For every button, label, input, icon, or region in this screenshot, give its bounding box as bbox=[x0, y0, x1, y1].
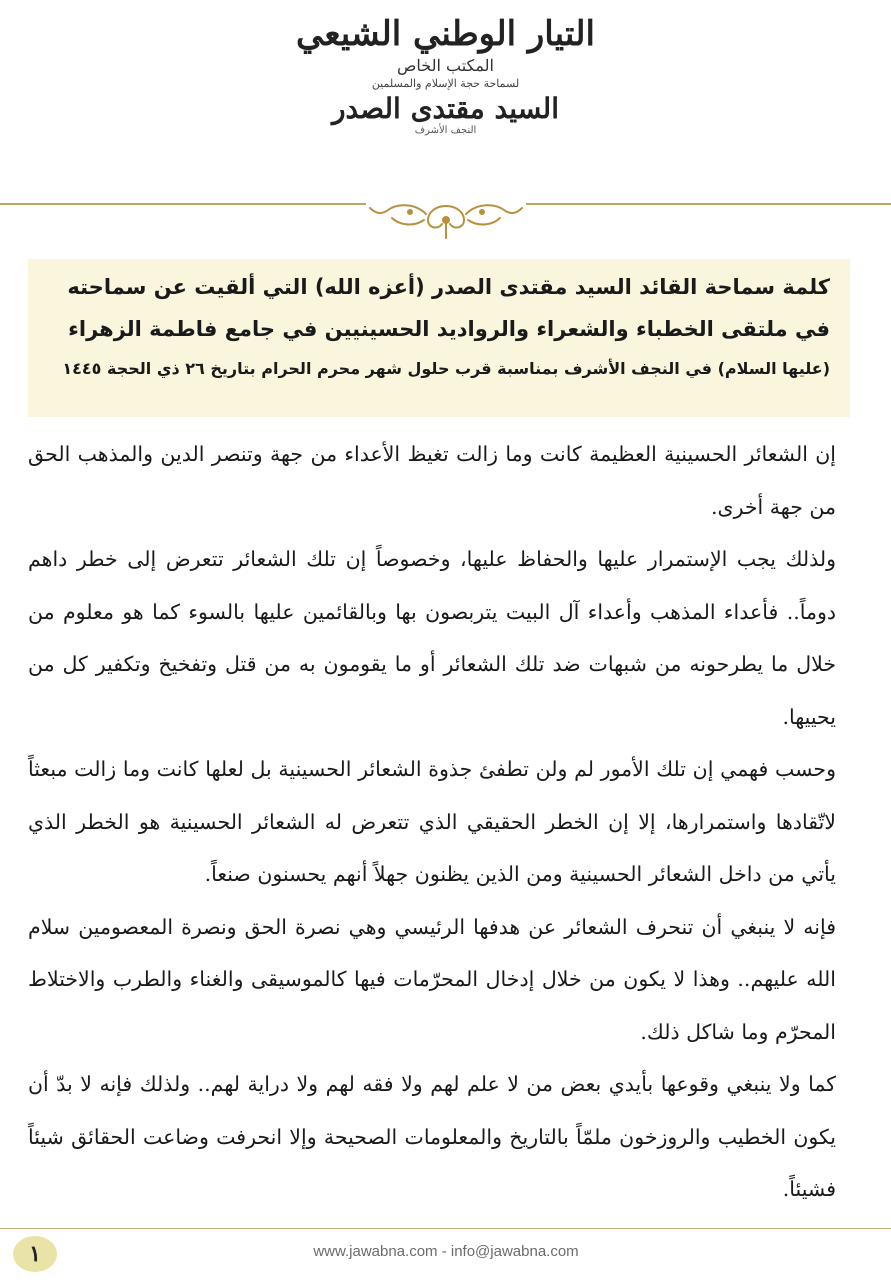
title-line-2: في ملتقى الخطباء والشعراء والرواديد الحسينيين في جامع فاطمة الزهراء bbox=[68, 317, 830, 341]
title-line-3: (عليها السلام) في النجف الأشرف بمناسبة قرب حلول شهر محرم الحرام بتاريخ ٢٦ ذي الحجة ١٤٤٥ bbox=[62, 359, 830, 378]
speech-title bbox=[44, 266, 830, 388]
paragraph-3: وحسب فهمي إن تلك الأمور لم ولن تطفئ جذوة الشعائر الحسينية بل لعلها كانت وما زالت مبعثاً لاتّقادها واستمرارها، إلا إن الخطر الحقيقي الذي تتعرض له الشعائر الحسينية هو الخطر الذي يأتي من داخل الشعائر الحسينية ومن الذين يظنون جهلاً أنهم يحسنون صنعاً. bbox=[28, 757, 836, 886]
footer-website-link[interactable]: www.jawabna.com - info@jawabna.com bbox=[313, 1243, 579, 1260]
paragraph-4: فإنه لا ينبغي أن تنحرف الشعائر عن هدفها الرئيسي وهي نصرة الحق ونصرة المعصومين سلام الله عليهم.. وهذا لا يكون من خلال إدخال المحرّمات فيها كالموسيقى والغناء والطرب والاختلاط المحرّم وما شاكل ذلك. bbox=[28, 914, 836, 1044]
title-line-1: كلمة سماحة القائد السيد مقتدى الصدر (أعزه الله) التي ألقيت عن سماحته bbox=[67, 275, 830, 299]
logo-name: السيد مقتدى الصدر bbox=[332, 92, 559, 125]
logo-city: النجف الأشرف bbox=[414, 125, 477, 136]
letterhead-logo bbox=[0, 8, 891, 136]
letterhead bbox=[0, 0, 891, 205]
paragraph-1: إن الشعائر الحسينية العظيمة كانت وما زالت تغيظ الأعداء من جهة وتنصر الدين والمذهب الحق من جهة أخرى. bbox=[28, 442, 836, 519]
logo-office: المكتب الخاص bbox=[397, 56, 494, 75]
footer-divider bbox=[0, 1228, 891, 1229]
page-number: ١ bbox=[13, 1236, 57, 1272]
speech-body bbox=[28, 428, 836, 1216]
paragraph-5: كما ولا ينبغي وقوعها بأيدي بعض من لا علم لهم ولا فقه لهم ولا دراية لهم.. ولذلك فإنه لا بدّ أن يكون الخطيب والروزخون ملمّاً بالتاريخ والمعلومات الصحيحة وإلا انحرفت وضاعت الحقائق شيئاً فشيئاً. bbox=[28, 1072, 836, 1201]
logo-for: لسماحة حجة الإسلام والمسلمين bbox=[371, 77, 520, 90]
logo-title: التيار الوطني الشيعي bbox=[296, 14, 595, 54]
paragraph-2: ولذلك يجب الإستمرار عليها والحفاظ عليها، وخصوصاً إن تلك الشعائر تتعرض إلى خطر داهم دوماً.. فأعداء المذهب وأعداء آل البيت يتربصون بها وبالقائمين عليها بالسوء كما هو معلوم من خلال ما يطرحونه من شبهات ضد تلك الشعائر أو ما يقومون به من قتل وتفخيخ وتكفير كل من يحييها. bbox=[28, 547, 836, 729]
ornament-icon bbox=[366, 198, 526, 242]
